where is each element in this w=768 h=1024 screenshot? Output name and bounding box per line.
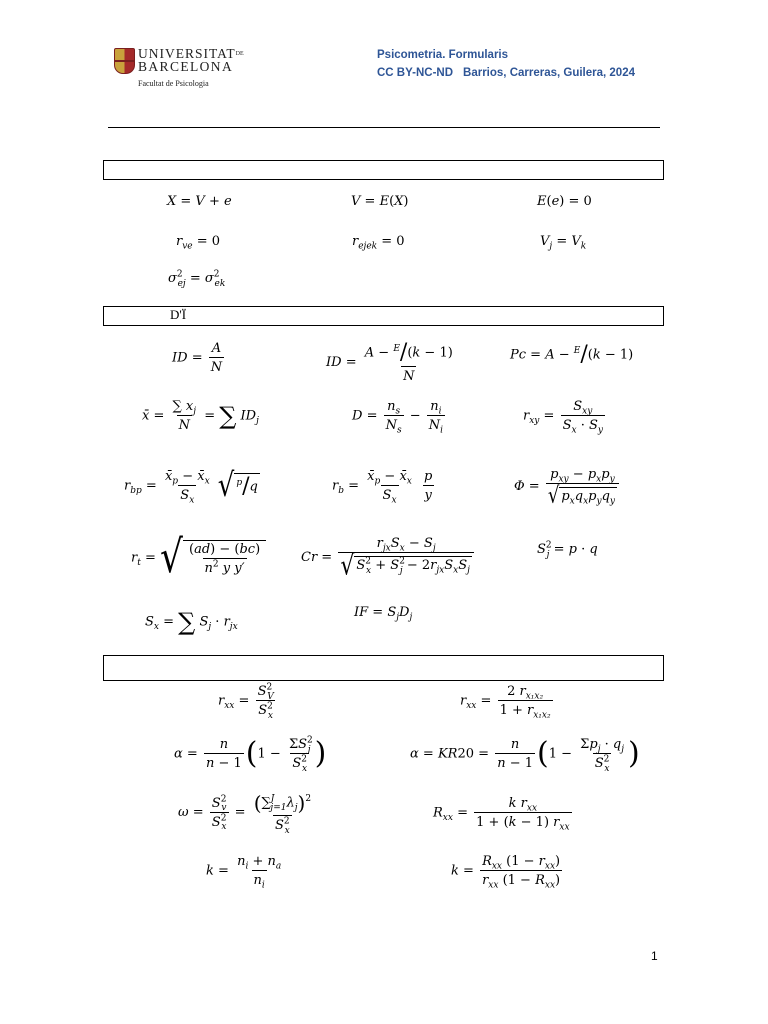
- formula-r-ve: $r_{ve} = 0$: [176, 234, 221, 252]
- section-box-1: [103, 160, 664, 180]
- university-logo: [114, 46, 244, 92]
- formula-sigma-ej: $\sigma^2_{ej} = \sigma^2_{ek}$: [168, 269, 226, 289]
- formula-vj-vk: $V_j = V_k$: [540, 234, 587, 252]
- formula-pc: Pc = A − $^E$/(k − 1): [510, 342, 634, 367]
- license-label: CC BY-NC-ND: [377, 67, 454, 79]
- logo-barcelona: BARCELONA: [138, 59, 234, 74]
- authors-label: Barrios, Carreras, Guilera, 2024: [463, 67, 635, 79]
- formula-omega: ω = $\frac{S^2_v}{S^2_x}$ = $\frac{(\sum^J_{j=1}\lambda_j)^2}{S^2_x}$: [178, 791, 312, 836]
- formula-id-a-n: ID = $\frac{A}{N}$: [172, 341, 223, 375]
- formula-kr20: α = KR20 = $\frac{n}{n - 1}$ (1 − $\frac{\Sigma p_j \cdot q_j}{S^2_x}$ ): [410, 736, 640, 774]
- formula-phi: Φ = $p_{xy} - p_xp_y$ √ $p_xq_xp_yq_y$: [514, 468, 621, 505]
- header-rule: [108, 127, 660, 128]
- formula-r-xy: $r_{xy}$ = $\frac{S_{xy}}{S_x \cdot S_y}$: [523, 399, 603, 436]
- formula-r-ejek: $r_{ejek} = 0$: [352, 234, 405, 252]
- formula-cr: Cr = $r_{jx}S_x - S_j$ √ $S^2_x + S^2_j - 2r_{jx}S_xS_j$: [301, 537, 476, 578]
- formula-x-v-e: X = V + e: [167, 194, 232, 209]
- formula-r-bp: $r_{bp}$ = $\frac{x̄_p - x̄_x}{S_x}$ √ $^p$/q: [124, 467, 258, 506]
- formula-r-t: $r_t$ = √ $\frac{(ad) - (bc)}{n^2 y y'}$: [131, 540, 266, 576]
- formula-d-index: D = $\frac{n_s}{N_s}$ − $\frac{n_i}{N_i}$: [352, 399, 444, 436]
- formula-id-corrected: ID = $\frac{A - ^E/(k - 1)}{N}$: [326, 340, 453, 384]
- section-box-2: [103, 306, 664, 326]
- formula-s-x: $S_x$ = ∑ $S_j \cdot r_{jx}$: [145, 608, 238, 636]
- formula-alpha: α = $\frac{n}{n - 1}$ (1 − $\frac{\Sigma S^2_j}{S^2_x}$ ): [174, 735, 327, 774]
- formula-r-b: $r_b$ = $\frac{x̄_p - x̄_x}{S_x}$ $\frac{p}{y}$: [332, 469, 433, 506]
- formula-k-items: k = $\frac{n_i + n_a}{n_i}$: [206, 854, 282, 891]
- formula-mean-x: x̄ = $\frac{\sum x_j}{N}$ = ∑ $ID_j$: [142, 399, 259, 433]
- document-license: [377, 67, 635, 79]
- formula-r-xx-variance: $r_{xx}$ = $\frac{S^2_V}{S^2_x}$: [218, 682, 274, 721]
- logo-university: $UNIVERSITAT^{DE}$: [138, 46, 244, 61]
- formula-spearman-brown: $R_{xx}$ = $\frac{k r_{xx}}{1 + (k - 1) r_{xx}}$: [433, 796, 570, 833]
- formula-k-reliability: k = $\frac{R_{xx} (1 - r_{xx})}{r_{xx} (1 - R_{xx})}$: [451, 854, 561, 891]
- formula-e-e-zero: E(e) = 0: [537, 194, 592, 209]
- formula-if: IF = $S_jD_j$: [354, 605, 413, 623]
- formula-v-ex: V = E(X): [351, 194, 409, 209]
- section-box-3: [103, 655, 664, 681]
- formula-r-xx-halves: $r_{xx}$ = $\frac{2 r_{x_1x_2}}{1 + r_{x_1x_2}}$: [460, 684, 551, 721]
- document-title: Psicometria. Formularis: [377, 49, 509, 61]
- section-title-2: D'Ï: [170, 307, 187, 322]
- formula-s-j2: $S^2_j = p \cdot q$: [537, 540, 598, 560]
- logo-faculty: Facultat de Psicologia: [138, 79, 209, 88]
- page-number: 1: [651, 949, 658, 963]
- university-shield-icon: [114, 48, 135, 74]
